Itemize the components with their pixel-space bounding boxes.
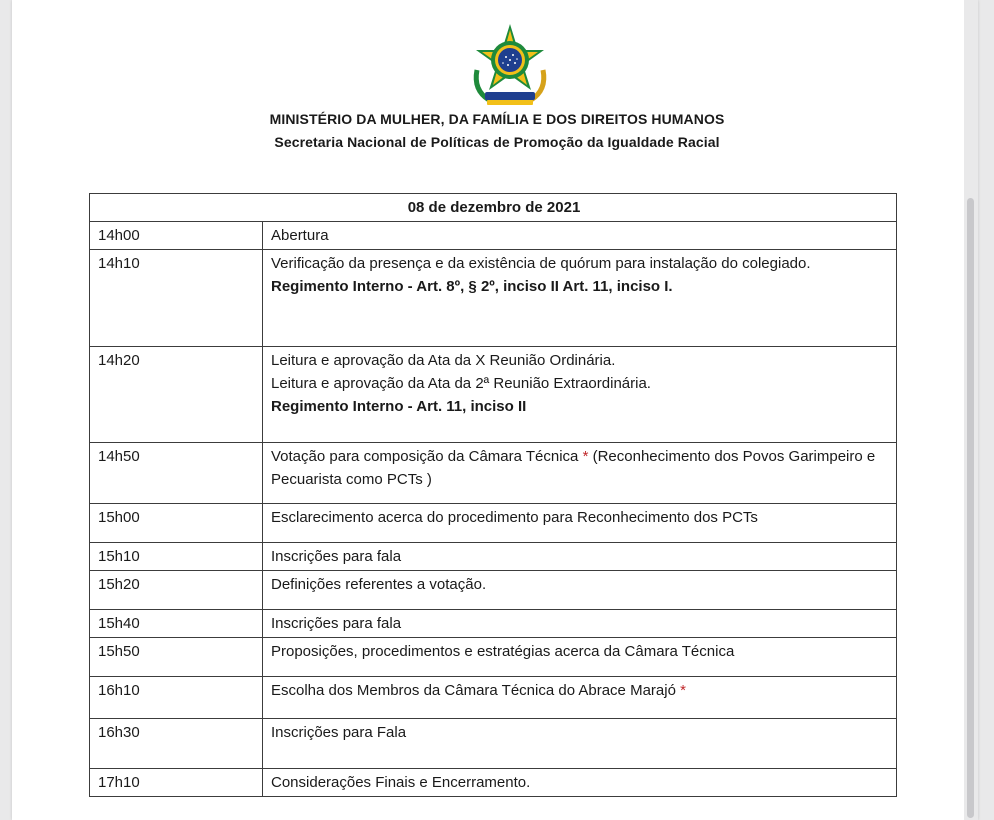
time-cell: 14h20 [90,347,263,443]
table-row [90,610,897,638]
table-row [90,222,897,250]
table-row [90,638,897,677]
table-row [90,719,897,769]
activity-cell: Definições referentes a votação. [263,571,897,610]
time-cell: 15h20 [90,571,263,610]
table-row [90,543,897,571]
table-row [90,769,897,797]
time-cell: 14h00 [90,222,263,250]
activity-text-2: Leitura e aprovação da Ata da 2ª Reunião Extraordinária. [271,375,651,392]
table-row [90,443,897,504]
activity-cell: Esclarecimento acerca do procedimento para Reconhecimento dos PCTs [263,504,897,543]
activity-cell: Inscrições para Fala [263,719,897,769]
table-row [90,250,897,347]
secretaria-title: Secretaria Nacional de Políticas de Promoção da Igualdade Racial [274,134,720,150]
activity-cell: Inscrições para fala [263,610,897,638]
activity-text: Escolha dos Membros da Câmara Técnica do Abrace Marajó [271,682,676,699]
time-cell: 14h10 [90,250,263,347]
activity-text: Verificação da presença e da existência de quórum para instalação do colegiado. [271,255,811,272]
regimento-text: Regimento Interno - Art. 11, inciso II [271,398,527,415]
asterisk-marker: * [582,448,589,465]
activity-text: Votação para composição da Câmara Técnica [271,448,579,465]
activity-cell [263,443,897,504]
asterisk-marker: * [680,682,686,699]
activity-cell: Inscrições para fala [263,543,897,571]
table-row [90,504,897,543]
time-cell: 16h10 [90,677,263,719]
scrollbar-thumb[interactable] [967,198,974,818]
time-cell: 14h50 [90,443,263,504]
time-cell: 17h10 [90,769,263,797]
agenda-table [89,193,897,797]
activity-cell [263,347,897,443]
regimento-text: Regimento Interno - Art. 8º, § 2º, inciso II Art. 11, inciso I. [271,278,673,295]
time-cell: 15h40 [90,610,263,638]
brazil-coat-of-arms-icon [467,20,553,108]
time-cell: 15h50 [90,638,263,677]
activity-text-tail: (Reconhecimento dos Povos Garimpeiro e Pecuarista como PCTs ) [271,448,876,488]
table-row [90,347,897,443]
activity-text: Leitura e aprovação da Ata da X Reunião Ordinária. [271,352,616,369]
activity-cell [263,677,897,719]
time-cell: 16h30 [90,719,263,769]
ministry-title: MINISTÉRIO DA MULHER, DA FAMÍLIA E DOS DIREITOS HUMANOS [269,111,725,127]
time-cell: 15h00 [90,504,263,543]
table-row [90,571,897,610]
date-row [90,194,897,222]
table-row [90,677,897,719]
agenda-date: 08 de dezembro de 2021 [90,194,897,222]
activity-cell [263,250,897,347]
activity-cell: Abertura [263,222,897,250]
activity-cell: Proposições, procedimentos e estratégias acerca da Câmara Técnica [263,638,897,677]
activity-cell: Considerações Finais e Encerramento. [263,769,897,797]
time-cell: 15h10 [90,543,263,571]
